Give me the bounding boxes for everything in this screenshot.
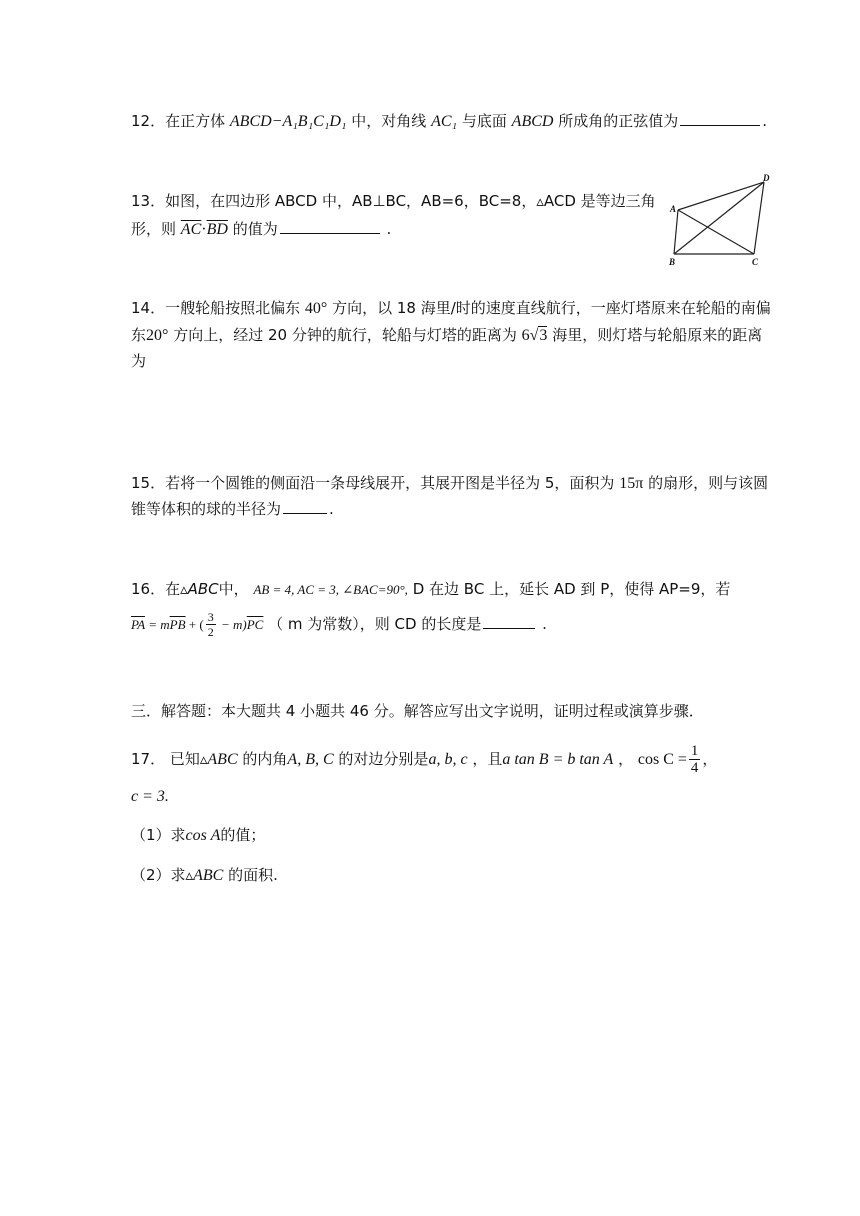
q12-math-base: ABCD [511, 113, 554, 130]
q14-distance: 6√3 [521, 327, 548, 344]
question-14-line-3 [131, 350, 146, 372]
q13-text-2: 形，则 [131, 220, 177, 238]
q16-conditions: AB = 4, AC = 3, ∠BAC=90°, [253, 582, 408, 597]
section-3-text: 三．解答题：本大题共 4 小题共 46 分。解答应写出文字说明，证明过程或演算步骤． [131, 702, 704, 720]
q17-text-1: 已知▵ [169, 750, 208, 768]
question-15-line-1 [131, 472, 768, 495]
q17-fraction-num: 1 [690, 743, 699, 759]
q16-plus: + ( [185, 617, 204, 632]
section-3-heading [131, 700, 704, 722]
q16-triangle: ABC [187, 580, 219, 598]
q13-vector-bd: $\overline{BD}$ [206, 221, 228, 238]
question-13-line-1 [131, 190, 656, 212]
q12-math-cube: ABCD [229, 113, 272, 130]
q17-part-1-math: cos A [185, 827, 221, 844]
q14-number: 14． [131, 299, 166, 317]
q17-sides: a, b, c [428, 751, 468, 768]
q12-end: . [762, 112, 768, 130]
q16-vector-pc: $\overline{PC}$ [246, 617, 264, 632]
figure-label-c: C [752, 257, 759, 267]
q13-text-3: 的值为 [232, 220, 278, 238]
q17-cos-c: cos C = [637, 751, 687, 768]
q15-text-1b: 的扇形，则与该圆 [648, 474, 769, 492]
question-17-line-2 [131, 785, 169, 808]
q17-triangle: ABC [207, 751, 238, 768]
q16-fraction-num: 3 [207, 610, 214, 624]
q17-fraction-den: 4 [690, 760, 699, 776]
q17-text-4: ，且 [472, 750, 503, 768]
q13-text-1: 如图，在四边形 ABCD 中，AB⊥BC，AB=6，BC=8，▵ACD 是等边三角 [165, 192, 656, 210]
q12-number: 12． [131, 112, 166, 130]
q16-minus: − m) [217, 617, 247, 632]
q14-distance-coef: 6 [521, 327, 530, 344]
q15-text-1a: 若将一个圆锥的侧面沿一条母线展开，其展开图是半径为 5，面积为 [165, 474, 615, 492]
q16-text-3: D 在边 BC 上，延长 AD 到 P，使得 AP=9，若 [412, 580, 731, 598]
q13-vector-ac: $\overline{AC}$ [180, 221, 202, 238]
question-14-line-2 [131, 324, 762, 347]
q14-angle-20: 20° [146, 327, 169, 344]
q17-c-value: c = 3. [131, 788, 169, 805]
q16-text-1: 在▵ [165, 580, 188, 598]
q13-end: . [386, 220, 392, 238]
q17-part-2-math: ABC [193, 867, 224, 884]
q14-text-2c: 海里，则灯塔与轮船原来的距离 [552, 326, 763, 344]
q15-answer-blank [283, 498, 327, 514]
q14-text-3: 为 [131, 352, 147, 370]
figure-label-a: A [670, 204, 677, 214]
q17-text-6: ， [702, 750, 718, 768]
question-17-part-2 [131, 864, 278, 887]
q12-text-2: 中，对角线 [351, 112, 427, 130]
q17-angles: A, B, C [287, 751, 334, 768]
q17-part-1-text-b: 的值； [220, 826, 266, 844]
q12-math-diagonal: AC₁ [431, 113, 458, 130]
q14-text-1a: 一艘轮船按照北偏东 [165, 299, 301, 317]
q16-number: 16． [131, 580, 166, 598]
q16-text-4: （ m 为常数），则 CD 的长度是 [268, 615, 482, 633]
q13-dot: · [201, 221, 207, 238]
q17-text-3: 的对边分别是 [338, 750, 429, 768]
q13-answer-blank [280, 218, 380, 234]
q17-fraction [689, 743, 701, 776]
q16-text-2: 中， [218, 580, 249, 598]
q16-vector-pb: $\overline{PB}$ [169, 617, 186, 632]
q12-text-4: 所成角的正弦值为 [558, 112, 679, 130]
q16-answer-blank [483, 613, 535, 629]
q15-area: 15π [619, 475, 644, 492]
q17-number: 17． [131, 750, 166, 768]
question-12 [131, 110, 767, 133]
question-13-line-2 [131, 218, 391, 241]
q15-end: . [329, 500, 334, 518]
q14-angle-40: 40° [304, 300, 328, 317]
q15-number: 15． [131, 474, 166, 492]
q17-part-2-text-a: （2）求▵ [131, 866, 194, 884]
q13-quadrilateral-figure [664, 170, 784, 270]
q17-part-1-text-a: （1）求 [131, 826, 186, 844]
q16-vector-pa: $\overline{PA}$ [131, 617, 145, 632]
q16-fraction [206, 610, 216, 639]
question-16-line-2 [131, 608, 547, 641]
q14-text-2b: 方向上，经过 20 分钟的航行，轮船与灯塔的距离为 [173, 326, 517, 344]
q15-text-2: 锥等体积的球的半径为 [131, 500, 282, 518]
figure-label-b: B [669, 257, 676, 267]
q17-part-2-text-b: 的面积. [228, 866, 278, 884]
q16-end: . [542, 615, 547, 633]
q14-distance-radicand: 3 [539, 327, 548, 344]
q12-answer-blank [680, 110, 760, 126]
question-17-line-1 [131, 741, 717, 778]
q16-fraction-den: 2 [207, 625, 214, 639]
question-16-line-1 [131, 578, 730, 601]
q14-text-1b: 方向，以 18 海里/时的速度直线航行，一座灯塔原来在轮船的南偏 [332, 299, 771, 317]
q17-text-2: 的内角 [242, 750, 288, 768]
q16-eq: = m [144, 617, 170, 632]
question-14-line-1 [131, 297, 771, 320]
question-15-line-2 [131, 498, 334, 520]
figure-label-d: D [763, 173, 770, 183]
q12-text-3: 与底面 [461, 112, 507, 130]
q12-math-cube-top: −A₁B₁C₁D₁ [271, 113, 347, 130]
q13-number: 13． [131, 192, 166, 210]
q17-text-5: ， [618, 750, 634, 768]
q12-text-1: 在正方体 [165, 112, 226, 130]
question-17-part-1 [131, 824, 265, 847]
q14-text-2a: 东 [131, 326, 147, 344]
q17-equation: a tan B = b tan A [502, 751, 614, 768]
